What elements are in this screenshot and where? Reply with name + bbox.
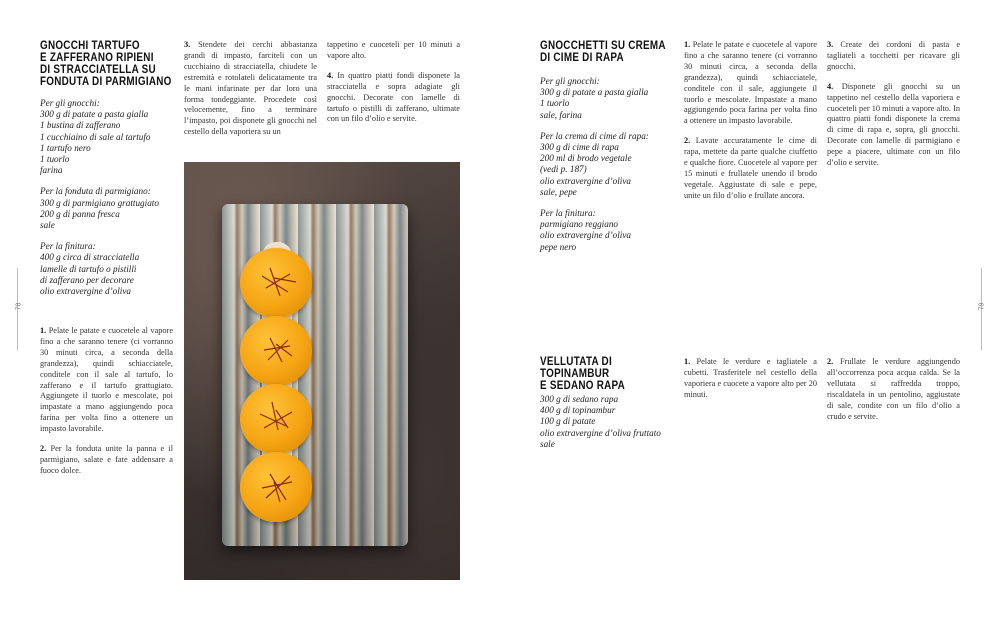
step-number: 2. bbox=[40, 444, 47, 454]
recipe-step bbox=[327, 40, 460, 62]
recipe-title-vellutata: VELLUTATA DI TOPINAMBUR E SEDANO RAPA bbox=[540, 356, 626, 392]
ingredient-group bbox=[540, 394, 680, 450]
ingredient-line: 1 tuorlo bbox=[540, 98, 570, 109]
ingredient-line: parmigiano reggiano bbox=[540, 219, 619, 230]
gnocchi-dish-photo bbox=[184, 162, 460, 580]
ingredient-line: 300 g di patate a pasta gialla bbox=[40, 109, 149, 120]
steps-column-1-vellutata bbox=[684, 357, 817, 410]
ingredient-line: sale bbox=[540, 438, 555, 449]
step-text: Per la fonduta unite la panna e il parmigiano, salate e fate addensare a fuoco dolce. bbox=[40, 444, 174, 475]
ingredient-line: Per la fonduta di parmigiano: bbox=[40, 186, 151, 197]
ingredient-line: farina bbox=[40, 165, 63, 176]
step-text: Pelate le patate e cuocetele al vapore fino a che saranno tenere (ci vorranno 30 minuti circa, a seconda della grandezza), quindi schiacciatele, conditele con il sale, aggiungete il tuorlo e mescolate. Impastate a mano aggiungendo poca farina per volta fino a ottenere un impasto lavorabile. bbox=[684, 40, 817, 126]
ingredient-line: lamelle di tartufo o pistilli bbox=[40, 263, 137, 274]
ingredient-line: 400 g di topinambur bbox=[540, 405, 616, 416]
gnocco bbox=[240, 452, 312, 522]
recipe-step bbox=[327, 71, 460, 126]
ingredient-line: di zafferano per decorare bbox=[40, 274, 134, 285]
step-text: Stendete dei cerchi abbastanza grandi di impasto, farciteli con un cucchiaino di stracciatella, chiudete le estremità e rotolateli delicatamente tra le mani infarinate per dar loro una forma tondeggiante. Procedete così velocemente, fino a terminare l’impasto, poi disponete gli gnocchi nel cestello della vaporiera su un bbox=[184, 40, 317, 137]
recipe-step bbox=[827, 82, 960, 169]
ingredient-group bbox=[540, 76, 675, 121]
step-number: 3. bbox=[827, 40, 834, 49]
steps-column-1-left bbox=[40, 326, 173, 486]
ingredient-line: Per la crema di cime di rapa: bbox=[540, 130, 649, 141]
ingredients-vellutata bbox=[540, 394, 680, 460]
ingredients-gnocchetti bbox=[540, 76, 675, 263]
step-text: Pelate le verdure e tagliatele a cubetti. Trasferitele nel cestello della vaporiera e cuocete a vapore alto per 20 minuti. bbox=[684, 357, 817, 399]
recipe-step bbox=[684, 357, 817, 401]
recipe-step bbox=[827, 357, 960, 422]
ingredient-line: 200 g di panna fresca bbox=[40, 208, 120, 219]
step-number: 4. bbox=[327, 70, 334, 80]
gnocco bbox=[240, 248, 312, 318]
step-number: 4. bbox=[827, 81, 834, 91]
ingredient-line: Per gli gnocchi: bbox=[40, 98, 100, 108]
recipe-step bbox=[40, 326, 173, 435]
ingredient-line: 300 g di sedano rapa bbox=[540, 394, 619, 404]
step-number: 2. bbox=[684, 136, 691, 146]
steps-column-2-left bbox=[184, 40, 317, 147]
step-number: 1. bbox=[684, 40, 691, 49]
step-text: Pelate le patate e cuocetele al vapore fino a che saranno tenere (ci vorranno 30 minuti circa, a seconda della grandezza), quindi schiacciatele, conditele con il sale al tartufo, lo zafferano e il tartufo grattugiato. Aggiungete il tuorlo e mescolate, poi impastate a mano aggiungendo poca farina per volta fino a ottenere un impasto lavorabile. bbox=[40, 326, 173, 434]
ingredient-line: sale, pepe bbox=[540, 186, 577, 197]
ingredient-line: (vedi p. 187) bbox=[540, 164, 587, 175]
ingredient-line: 1 bustina di zafferano bbox=[40, 120, 121, 131]
ingredient-group bbox=[540, 131, 675, 198]
ingredient-line: 300 g di cime di rapa bbox=[540, 142, 619, 153]
step-number: 1. bbox=[684, 357, 691, 366]
recipe-step bbox=[184, 40, 317, 138]
ingredient-line: 100 g di patate bbox=[540, 416, 596, 427]
ingredient-line: Per la finitura: bbox=[540, 208, 596, 219]
page-number-left: 78 bbox=[15, 302, 23, 311]
ingredient-group bbox=[40, 241, 180, 297]
ingredient-line: 1 tartufo nero bbox=[40, 142, 91, 153]
ingredient-line: 200 ml di brodo vegetale bbox=[540, 153, 632, 164]
ingredient-line: 300 g di parmigiano grattugiato bbox=[40, 197, 159, 208]
step-text: tappetino e cuoceteli per 10 minuti a vapore alto. bbox=[327, 40, 460, 60]
ingredient-line: 1 cucchiaino di sale al tartufo bbox=[40, 131, 151, 142]
step-number: 2. bbox=[827, 357, 834, 366]
ingredient-line: 1 tuorlo bbox=[40, 154, 70, 165]
ingredient-line: sale bbox=[40, 220, 55, 231]
ingredient-line: olio extravergine d’oliva bbox=[540, 230, 631, 241]
recipe-step bbox=[40, 444, 173, 477]
step-number: 3. bbox=[184, 40, 191, 49]
ingredients-gnocchi-tartufo bbox=[40, 98, 180, 307]
steps-column-2-gnocchetti bbox=[827, 40, 960, 178]
ingredient-line: pepe nero bbox=[540, 241, 577, 252]
ingredient-line: olio extravergine d’oliva bbox=[40, 286, 131, 297]
recipe-step bbox=[827, 40, 960, 73]
recipe-title-gnocchi-tartufo: GNOCCHI TARTUFO E ZAFFERANO RIPIENI DI STRACCIATELLA SU FONDUTA DI PARMIGIANO bbox=[40, 40, 172, 88]
gnocco bbox=[240, 384, 312, 454]
steps-column-2-vellutata bbox=[827, 357, 960, 431]
step-text: Frullate le verdure aggiungendo all’occorrenza poca acqua calda. Se la vellutata si raffredda troppo, riscaldatela in un pentolino, aggiustate di sale, condite con un filo d’olio a crudo e servite. bbox=[827, 357, 960, 421]
ingredient-line: olio extravergine d’oliva fruttato bbox=[540, 427, 661, 438]
page-number-right: 79 bbox=[978, 302, 986, 311]
step-text: Disponete gli gnocchi su un tappetino nel cestello della vaporiera e cuoceteli per 10 minuti a vapore alto. In quattro piatti fondi disponete la crema di cime di rapa e, sopra, gli gnocchi. Decorate con lamelle di parmigiano e pepe a piacere, ultimate con un filo d’olio e servite. bbox=[827, 81, 960, 168]
ingredient-group bbox=[540, 208, 675, 253]
step-text: Lavate accuratamente le cime di rapa, mettete da parte qualche ciuffetto e qualche fiore. Cuocetele al vapore per 15 minuti e frullatele unendo il brodo vegetale. Aggiustate di sale e pepe, unite un filo d’olio e frullate ancora. bbox=[684, 136, 817, 200]
recipe-step bbox=[684, 40, 817, 127]
ingredient-line: olio extravergine d’oliva bbox=[540, 175, 631, 186]
ingredient-group bbox=[40, 186, 180, 231]
ingredient-line: Per la finitura: bbox=[40, 241, 96, 252]
step-text: In quattro piatti fondi disponete la stracciatella e sopra adagiate gli gnocchi. Decorate con lamelle di tartufo o pistilli di zafferano, ultimate con un filo d’olio e servite. bbox=[327, 70, 460, 124]
ingredient-line: Per gli gnocchi: bbox=[540, 76, 600, 86]
recipe-step bbox=[684, 136, 817, 201]
ingredient-line: 400 g circa di stracciatella bbox=[40, 252, 140, 263]
recipe-title-gnocchetti: GNOCCHETTI SU CREMA DI CIME DI RAPA bbox=[540, 40, 666, 64]
steps-column-1-gnocchetti bbox=[684, 40, 817, 211]
step-text: Create dei cordoni di pasta e tagliateli a tocchetti per ricavare gli gnocchi. bbox=[827, 40, 960, 71]
step-number: 1. bbox=[40, 326, 47, 335]
steps-column-3-left bbox=[327, 40, 460, 134]
ingredient-line: 300 g di patate a pasta gialla bbox=[540, 87, 649, 98]
gnocco bbox=[240, 316, 312, 386]
ingredient-group bbox=[40, 98, 180, 176]
ingredient-line: sale, farina bbox=[540, 109, 582, 120]
